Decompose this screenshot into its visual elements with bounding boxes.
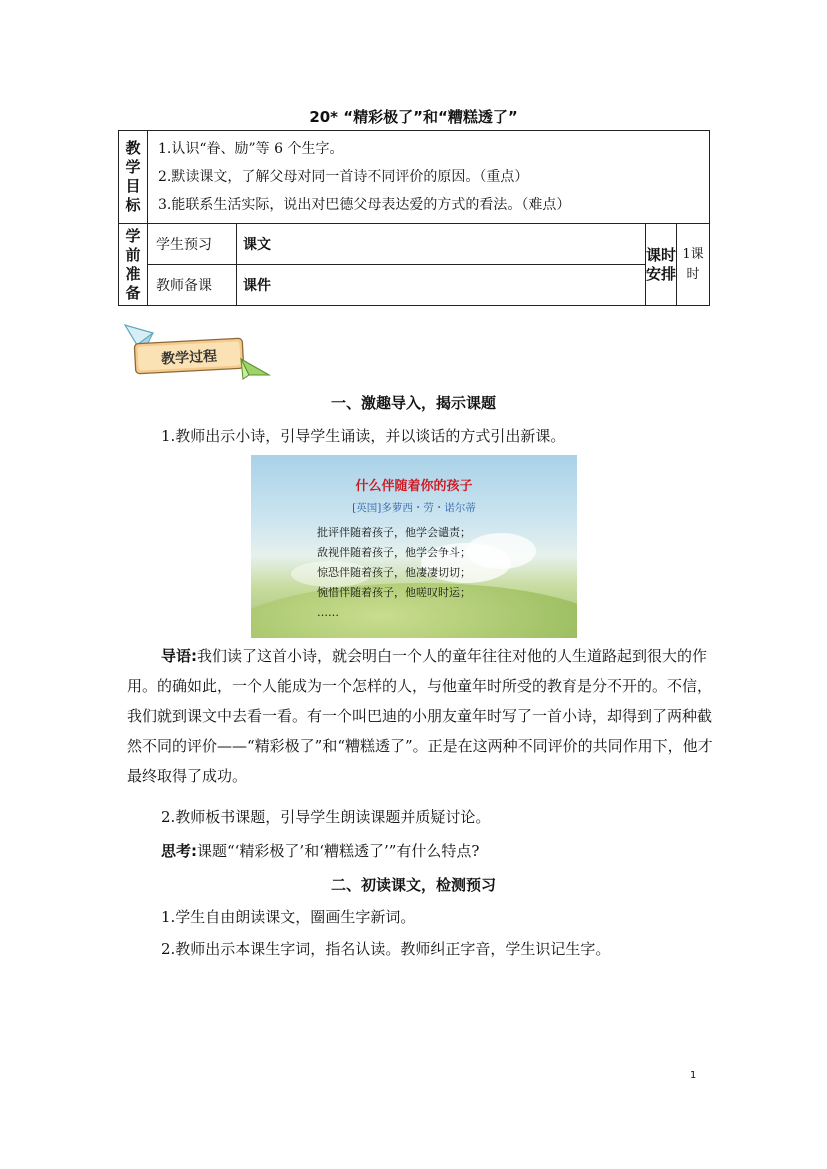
page-number: 1 — [690, 1070, 697, 1081]
teacher-prep-value: 课件 — [237, 265, 646, 306]
poem-title: 什么伴随着你的孩子 — [355, 479, 473, 494]
poem-author: [英国]多萝西・劳・诺尔蒂 — [352, 502, 476, 514]
lesson-plan-table — [118, 130, 710, 306]
teaching-process-badge — [123, 323, 273, 381]
paragraph: 2.教师板书课题，引导学生朗读课题并质疑讨论。 — [161, 808, 491, 826]
student-prep-row — [119, 224, 710, 265]
poem-lines — [317, 523, 471, 623]
section-heading: 一、激趣导入，揭示课题 — [330, 394, 496, 412]
goal-item: 1.认识“眷、励”等 6 个生字。 — [158, 141, 344, 157]
think-label: 思考: — [161, 842, 197, 860]
section-heading: 二、初读课文，检测预习 — [330, 876, 496, 894]
goals-header: 教学目标 — [119, 131, 148, 224]
guide-text: 我们读了这首小诗，就会明白一个人的童年往往对他的人生道路起到很大的作用。的确如此，一个人能成为一个怎样的人，与他童年时所受的教育是分不开的。不信，我们就到课文中去看一看。有一个叫巴迪的小朋友童年时写了一首小诗，却得到了两种截然不同的评价——“精彩极了”和“糟糕透了”。正是在这两种不同评价的共同作用下，他才最终取得了成功。 — [127, 647, 713, 785]
schedule-header: 课时安排 — [646, 224, 677, 306]
guide-label: 导语: — [161, 647, 197, 665]
student-prep-label: 学生预习 — [148, 224, 237, 265]
goal-item: 2.默读课文，了解父母对同一首诗不同评价的原因。（重点） — [158, 169, 529, 185]
goals-cell — [148, 131, 710, 224]
poem-line: …… — [317, 606, 339, 619]
badge-label: 教学过程 — [160, 348, 218, 368]
think-paragraph — [127, 836, 751, 866]
poem-line: 惊恐伴随着孩子，他凄凄切切； — [317, 566, 471, 579]
paragraph: 1.教师出示小诗，引导学生诵读，并以谈话的方式引出新课。 — [161, 427, 566, 445]
guide-paragraph — [127, 641, 717, 791]
poem-line: 敌视伴随着孩子，他学会争斗； — [317, 546, 471, 559]
schedule-value: 1课时 — [677, 224, 710, 306]
prep-header: 学前准备 — [119, 224, 148, 306]
teacher-prep-row — [119, 265, 710, 306]
think-text: 课题“‘精彩极了’和‘糟糕透了’”有什么特点? — [197, 842, 480, 860]
paragraph: 1.学生自由朗读课文，圈画生字新词。 — [161, 908, 416, 926]
teacher-prep-label: 教师备课 — [148, 265, 237, 306]
poem-line: 惋惜伴随着孩子，他嗟叹时运； — [317, 586, 471, 599]
lesson-title: 20* “精彩极了”和“糟糕透了” — [309, 108, 518, 126]
paragraph: 2.教师出示本课生字词，指名认读。教师纠正字音，学生识记生字。 — [161, 940, 611, 958]
student-prep-value: 课文 — [237, 224, 646, 265]
poem-line: 批评伴随着孩子，他学会谴责； — [317, 526, 471, 539]
goals-row — [119, 131, 710, 224]
poem-image — [251, 455, 577, 638]
goal-item: 3.能联系生活实际，说出对巴德父母表达爱的方式的看法。（难点） — [158, 197, 571, 213]
